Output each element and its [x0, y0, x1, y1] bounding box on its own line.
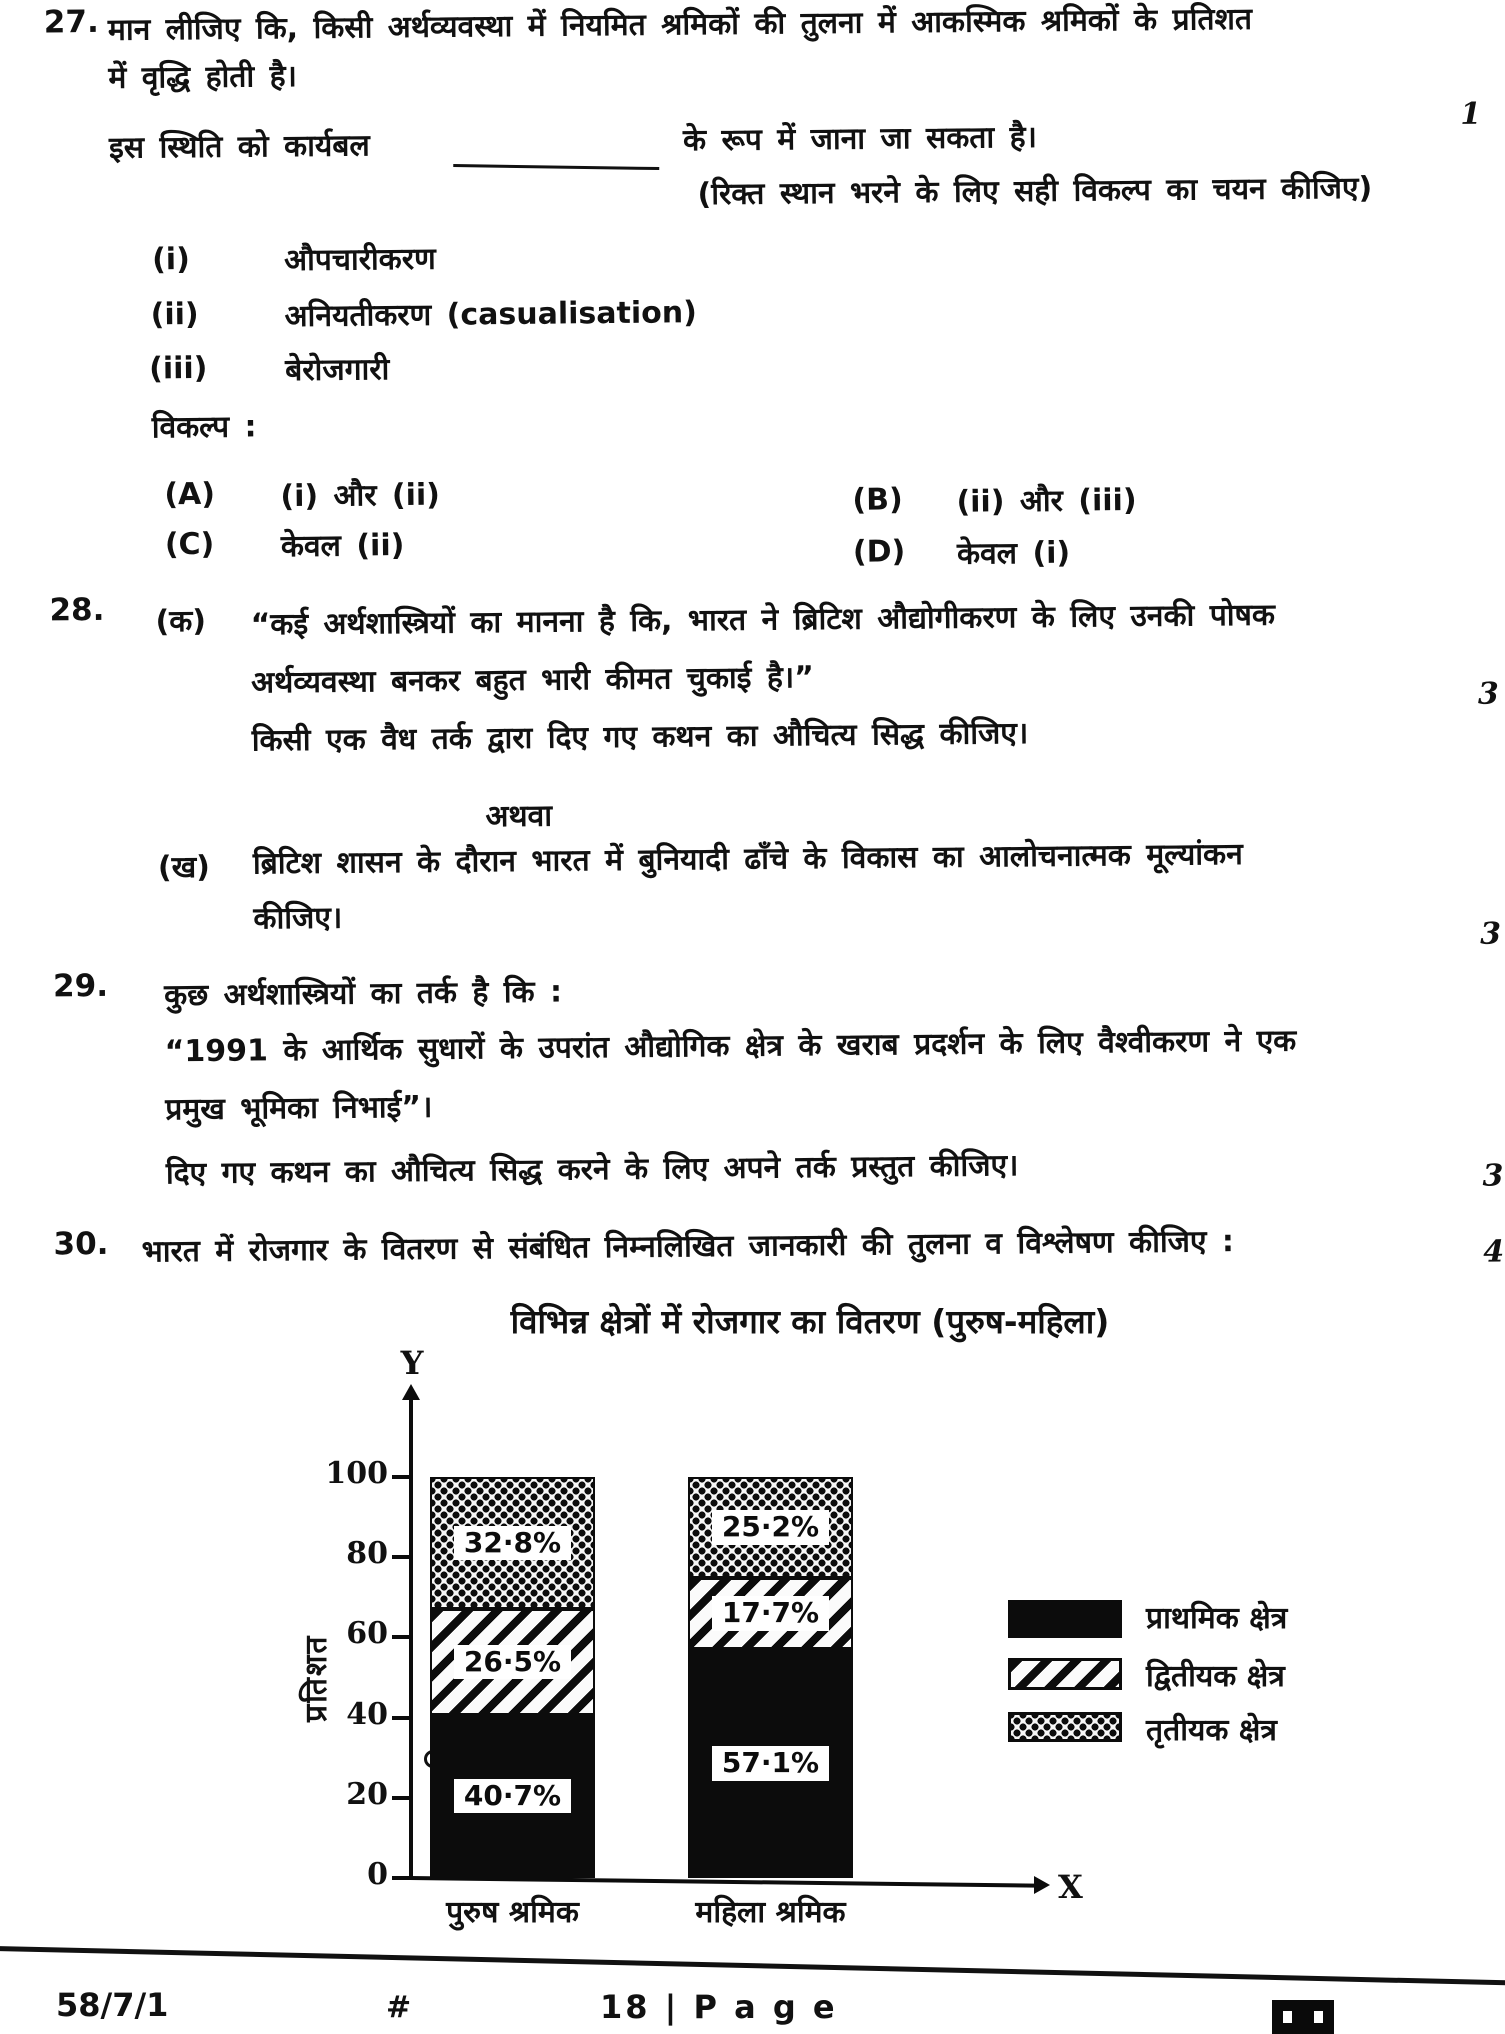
chart-title: विभिन्न क्षेत्रों में रोजगार का वितरण (पुरुष-महिला) [510, 1302, 1110, 1341]
q28-part-b-label: (ख) [157, 849, 211, 886]
q27-option-c-text: केवल (ii) [280, 528, 405, 565]
footer-stamp [1272, 2000, 1334, 2034]
q27-options-label: विकल्प : [151, 409, 257, 446]
question-number-27: 27. [43, 3, 99, 41]
fill-blank-line [453, 164, 659, 170]
q27-item-iii-text: बेरोजगारी [285, 352, 390, 389]
q28-a-line2: अर्थव्यवस्था बनकर बहुत भारी कीमत चुकाई है।” [251, 660, 815, 701]
q27-hint: (रिक्त स्थान भरने के लिए सही विकल्प का चयन कीजिए) [697, 170, 1373, 213]
q27-option-d-letter: (D) [852, 534, 906, 570]
marks-badge-q30: 4 [1483, 1234, 1505, 1270]
bar-segment-dotted [430, 1477, 595, 1609]
y-tick-mark [392, 1475, 411, 1479]
marks-badge-q28b: 3 [1480, 916, 1502, 952]
q27-line3-pre: इस स्थिति को कार्यबल [108, 128, 370, 166]
question-number-30: 30. [53, 1225, 109, 1263]
bar-segment-solid-black [688, 1649, 853, 1878]
q27-option-d-text: केवल (i) [956, 535, 1071, 572]
q27-option-b-text: (ii) और (iii) [956, 482, 1137, 520]
y-tick-label: 0 [367, 1857, 388, 1892]
bar-segment-diagonal-hatch [430, 1609, 595, 1715]
y-tick-label: 60 [346, 1616, 388, 1652]
x-category-label: महिला श्रमिक [695, 1895, 846, 1930]
q28-b-line1: ब्रिटिश शासन के दौरान भारत में बुनियादी ढाँचे के विकास का आलोचनात्मक मूल्यांकन [252, 836, 1243, 882]
footer-hash: # [386, 1990, 412, 2025]
bar-segment-value-label: 17·7% [712, 1596, 829, 1630]
q27-option-a-text: (i) और (ii) [280, 477, 441, 515]
y-tick-mark [392, 1555, 411, 1559]
legend-swatch-diagonal-hatch [1008, 1658, 1122, 1690]
x-category-label: पुरुष श्रमिक [446, 1895, 579, 1930]
marks-badge-q28a: 3 [1477, 676, 1499, 712]
q30-line1: भारत में रोजगार के वितरण से संबंधित निम्नलिखित जानकारी की तुलना व विश्लेषण कीजिए : [141, 1224, 1235, 1270]
bar-segment-value-label: 57·1% [712, 1746, 829, 1780]
q29-line2: “1991 के आर्थिक सुधारों के उपरांत औद्योगिक क्षेत्र के खराब प्रदर्शन के लिए वैश्वीकरण ने एक [164, 1023, 1297, 1070]
q27-item-ii-text: अनियतीकरण (casualisation) [284, 295, 698, 335]
q29-line3: प्रमुख भूमिका निभाई”। [165, 1089, 433, 1128]
q27-item-i-text: औपचारीकरण [283, 241, 436, 279]
footer-paper-code: 58/7/1 [56, 1986, 169, 2024]
bar-segment-solid-black [430, 1715, 595, 1878]
x-axis-letter: X [1058, 1868, 1083, 1906]
x-axis-arrow-icon [1034, 1876, 1050, 1894]
legend-label: प्राथमिक क्षेत्र [1146, 1601, 1288, 1636]
marks-badge-q29: 3 [1482, 1158, 1504, 1194]
legend-label: द्वितीयक क्षेत्र [1146, 1659, 1285, 1694]
legend-swatch-solid-black [1008, 1600, 1122, 1638]
footer-separator-line [0, 1946, 1505, 1985]
q27-item-i-num: (i) [151, 242, 190, 278]
q27-option-c-letter: (C) [164, 526, 215, 563]
y-axis-letter: Y [400, 1344, 424, 1382]
q27-option-a-letter: (A) [164, 476, 216, 513]
y-tick-mark [392, 1796, 411, 1800]
marks-badge-q27: 1 [1460, 96, 1482, 132]
question-number-29: 29. [52, 967, 109, 1005]
q29-line1: कुछ अर्थशास्त्रियों का तर्क है कि : [164, 974, 563, 1014]
q29-line4: दिए गए कथन का औचित्य सिद्ध करने के लिए अपने तर्क प्रस्तुत कीजिए। [165, 1148, 1019, 1192]
q27-item-iii-num: (iii) [148, 350, 208, 387]
y-tick-mark [392, 1876, 411, 1880]
q28-b-line2: कीजिए। [253, 900, 343, 937]
y-tick-label: 20 [346, 1776, 388, 1812]
bar-segment-diagonal-hatch [688, 1578, 853, 1649]
y-axis-title: प्रतिशत [299, 1634, 334, 1722]
bar-segment-value-label: 32·8% [454, 1526, 571, 1560]
bar-segment-value-label: 26·5% [454, 1645, 571, 1679]
q27-line3-post: के रूप में जाना जा सकता है। [682, 119, 1038, 159]
footer-page-number: 18 | P a g e [600, 1988, 838, 2026]
bar-segment-value-label: 25·2% [712, 1510, 829, 1544]
q27-option-b-letter: (B) [852, 482, 903, 518]
q27-line1: मान लीजिए कि, किसी अर्थव्यवस्था में नियमित श्रमिकों की तुलना में आकस्मिक श्रमिकों के प्रतिशत [107, 1, 1253, 48]
y-tick-mark [392, 1716, 411, 1720]
y-tick-label: 40 [346, 1696, 388, 1732]
legend-label: तृतीयक क्षेत्र [1146, 1713, 1277, 1748]
q28-or-label: अथवा [485, 798, 553, 835]
y-tick-mark [392, 1635, 411, 1639]
legend-swatch-dotted [1008, 1712, 1122, 1742]
question-number-28: 28. [49, 591, 105, 629]
q27-line2: में वृद्धि होती है। [108, 59, 298, 96]
q28-part-a-label: (क) [155, 603, 207, 640]
y-tick-label: 100 [325, 1456, 388, 1491]
q28-a-line3: किसी एक वैध तर्क द्वारा दिए गए कथन का औचित्य सिद्ध कीजिए। [251, 716, 1029, 759]
q27-item-ii-num: (ii) [150, 296, 199, 333]
q28-a-line1: “कई अर्थशास्त्रियों का मानना है कि, भारत ने ब्रिटिश औद्योगीकरण के लिए उनकी पोषक [250, 597, 1276, 643]
bar-segment-dotted [688, 1477, 853, 1578]
bar-segment-value-label: 40·7% [454, 1779, 571, 1813]
y-tick-label: 80 [346, 1536, 388, 1572]
